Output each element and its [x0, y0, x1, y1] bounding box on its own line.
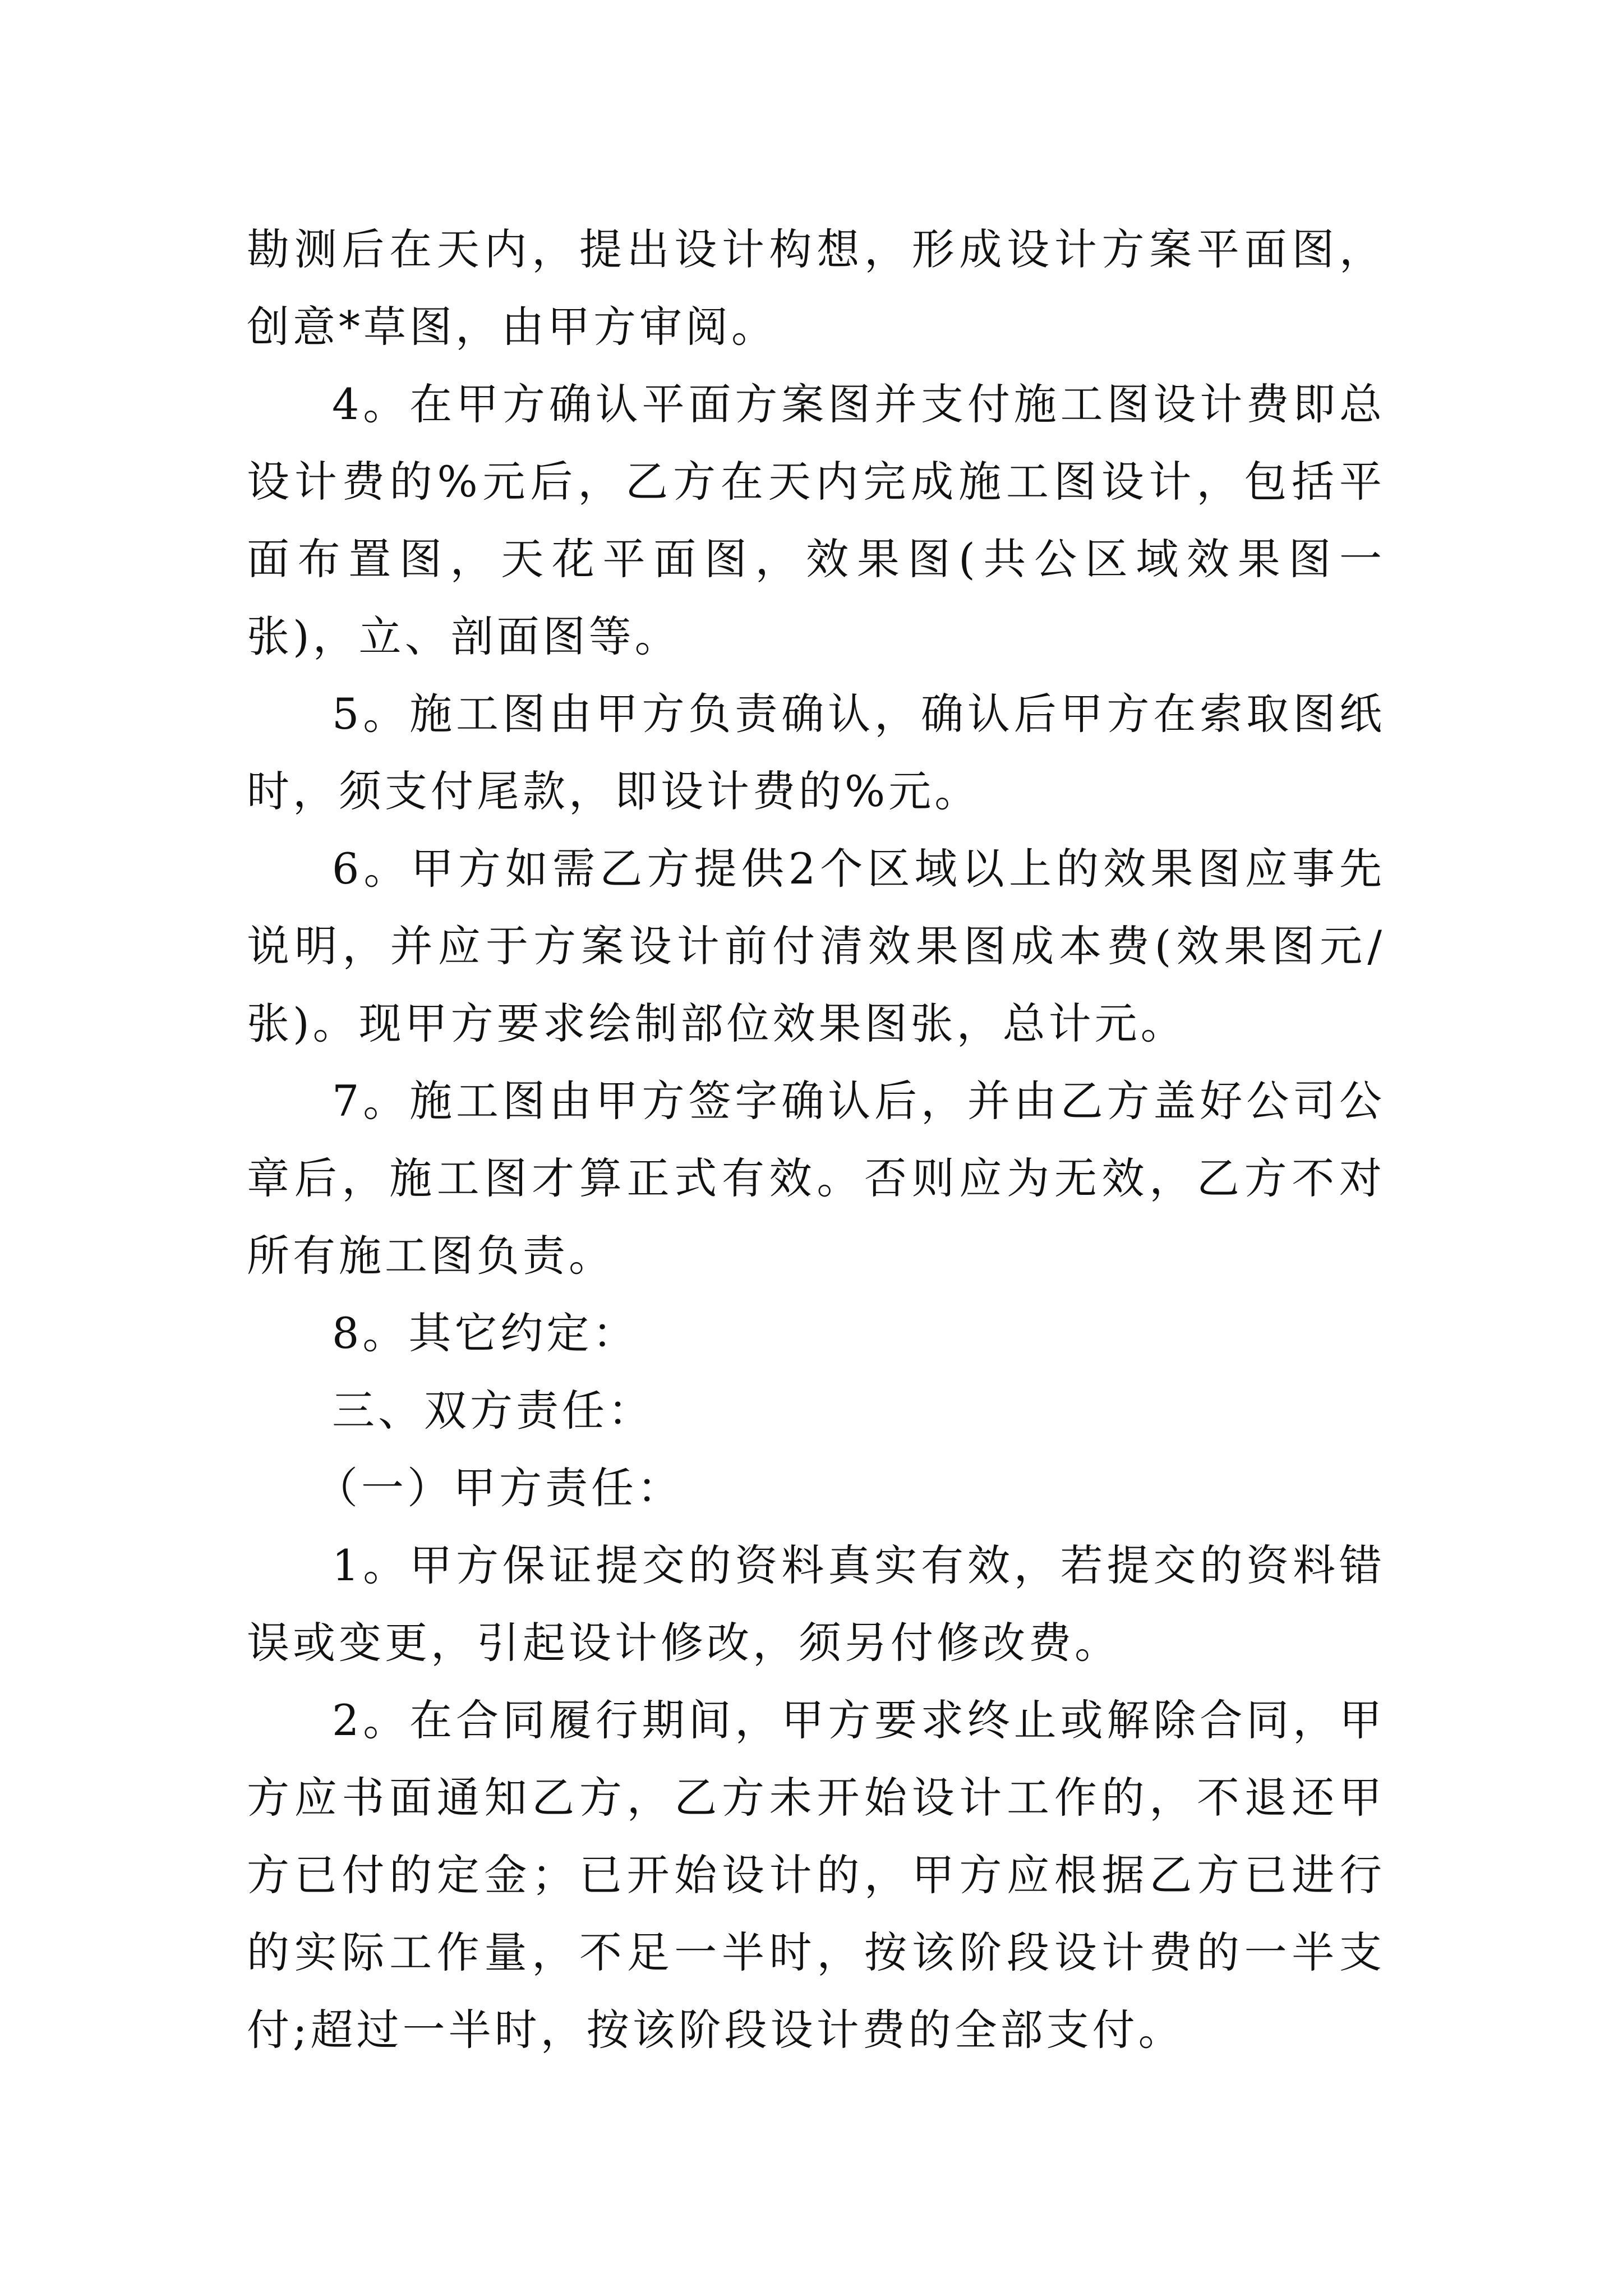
paragraph-item-5: 5。施工图由甲方负责确认，确认后甲方在索取图纸时，须支付尾款，即设计费的%元。 [247, 689, 1385, 816]
section-heading-responsibilities: 三、双方责任： [332, 1386, 654, 1435]
document-body [247, 211, 1385, 2069]
paragraph-item-6: 6。甲方如需乙方提供2个区域以上的效果图应事先说明，并应于方案设计前付清效果图成本费(效果图元/张)。现甲方要求绘制部位效果图张，总计元。 [247, 844, 1385, 1048]
paragraph-party-a-item-1: 1。甲方保证提交的资料真实有效，若提交的资料错误或变更，引起设计修改，须另付修改费。 [247, 1540, 1385, 1668]
paragraph-item-8: 8。其它约定： [332, 1308, 639, 1358]
paragraph-item-7: 7。施工图由甲方签字确认后，并由乙方盖好公司公章后，施工图才算正式有效。否则应为无效，乙方不对所有施工图负责。 [247, 1076, 1385, 1281]
paragraph-item-4: 4。在甲方确认平面方案图并支付施工图设计费即总设计费的%元后，乙方在天内完成施工图设计，包括平面布置图，天花平面图，效果图(共公区域效果图一张)，立、剖面图等。 [247, 379, 1385, 661]
paragraph-party-a-item-2: 2。在合同履行期间，甲方要求终止或解除合同，甲方应书面通知乙方，乙方未开始设计工作的，不退还甲方已付的定金；已开始设计的，甲方应根据乙方已进行的实际工作量，不足一半时，按该阶段设计费的一半支付;超过一半时，按该阶段设计费的全部支付。 [247, 1695, 1385, 2055]
subsection-heading-party-a: （一）甲方责任： [315, 1463, 683, 1513]
paragraph-survey-continuation: 勘测后在天内，提出设计构想，形成设计方案平面图，创意*草图，由甲方审阅。 [247, 224, 1385, 352]
